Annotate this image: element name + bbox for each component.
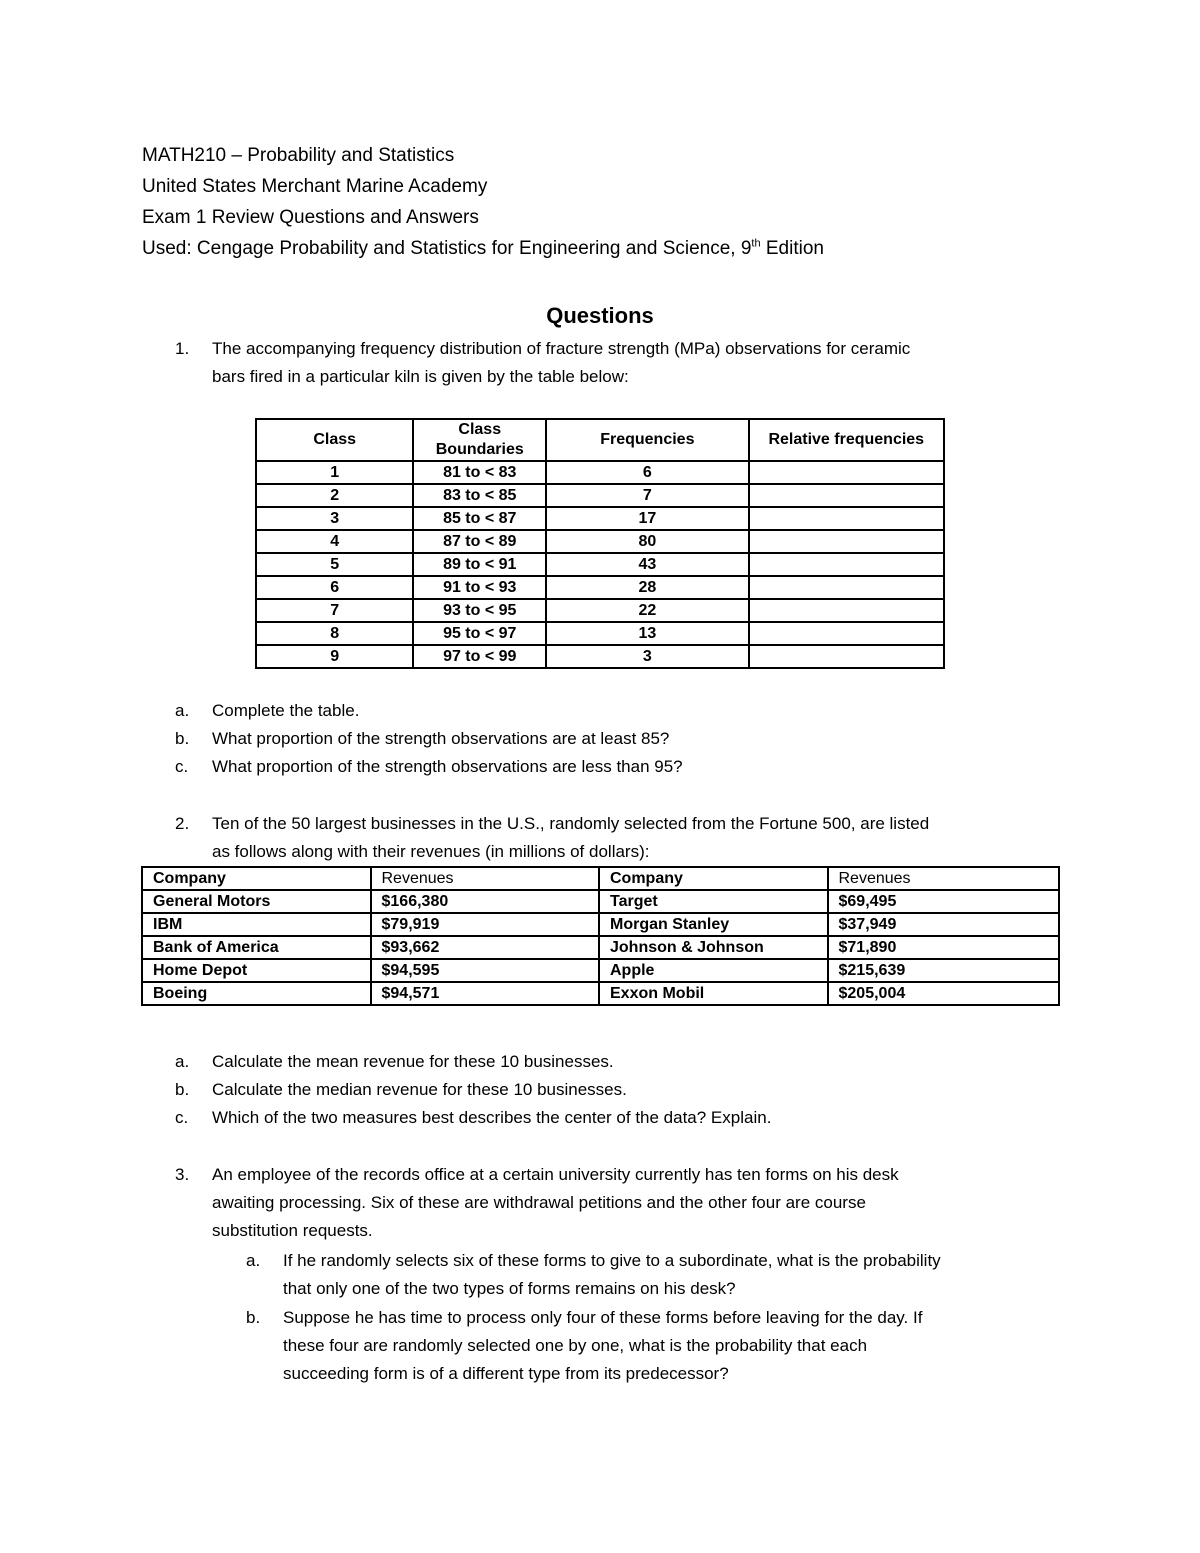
- boundary-cell: 89 to < 91: [413, 553, 546, 576]
- document-title: Exam 1 Review Questions and Answers: [142, 207, 479, 228]
- revenue-table-header: [142, 867, 1059, 890]
- question-1-line-2: bars fired in a particular kiln is given by the table below:: [212, 367, 629, 386]
- table-row: [256, 553, 944, 576]
- table-row: [142, 890, 1059, 913]
- header-cell: Class Boundaries: [413, 419, 546, 461]
- table-row: [142, 913, 1059, 936]
- company-cell: General Motors: [142, 890, 371, 913]
- question-3-line-1: An employee of the records office at a certain university currently has ten forms on his desk: [212, 1165, 899, 1184]
- header-cell: Frequencies: [546, 419, 748, 461]
- table-row: [142, 936, 1059, 959]
- boundary-cell: 85 to < 87: [413, 507, 546, 530]
- question-3-line-2: awaiting processing. Six of these are withdrawal petitions and the other four are course: [212, 1193, 866, 1212]
- course-title: MATH210 – Probability and Statistics: [142, 145, 455, 166]
- boundary-cell: 97 to < 99: [413, 645, 546, 668]
- q1-part-label: b.: [175, 729, 190, 748]
- class-cell: 2: [256, 484, 413, 507]
- class-cell: 5: [256, 553, 413, 576]
- school-name: United States Merchant Marine Academy: [142, 176, 488, 197]
- textbook-used-prefix: Used: Cengage Probability and Statistics for Engineering and Science, 9: [142, 238, 752, 259]
- boundary-cell: 93 to < 95: [413, 599, 546, 622]
- class-cell: 1: [256, 461, 413, 484]
- table-row: [256, 576, 944, 599]
- frequency-cell: 22: [546, 599, 748, 622]
- q2-part-label: b.: [175, 1080, 190, 1099]
- revenue-cell: $166,380: [371, 890, 600, 913]
- company-cell: IBM: [142, 913, 371, 936]
- q3-part-label: b.: [246, 1308, 261, 1327]
- table-row: [256, 507, 944, 530]
- q1-part-label: c.: [175, 757, 189, 776]
- table-row: [256, 484, 944, 507]
- company-cell: Home Depot: [142, 959, 371, 982]
- relative-frequency-cell: [749, 484, 944, 507]
- revenue-cell: $37,949: [828, 913, 1060, 936]
- class-cell: 3: [256, 507, 413, 530]
- question-2-number: 2.: [175, 814, 190, 833]
- boundary-cell: 83 to < 85: [413, 484, 546, 507]
- company-cell: Bank of America: [142, 936, 371, 959]
- textbook-used-suffix: Edition: [760, 238, 824, 259]
- frequency-cell: 7: [546, 484, 748, 507]
- question-1-number: 1.: [175, 339, 190, 358]
- class-cell: 4: [256, 530, 413, 553]
- class-cell: 9: [256, 645, 413, 668]
- q3-part-a-line-1: If he randomly selects six of these forms to give to a subordinate, what is the probability: [283, 1251, 941, 1270]
- boundary-cell: 95 to < 97: [413, 622, 546, 645]
- question-1-line-1: The accompanying frequency distribution of fracture strength (MPa) observations for ceramic: [212, 339, 911, 358]
- q3-part-a-line-2: that only one of the two types of forms remains on his desk?: [283, 1279, 736, 1298]
- class-cell: 7: [256, 599, 413, 622]
- relative-frequency-cell: [749, 645, 944, 668]
- frequency-cell: 43: [546, 553, 748, 576]
- relative-frequency-cell: [749, 599, 944, 622]
- boundary-cell: 91 to < 93: [413, 576, 546, 599]
- frequency-table: [255, 418, 945, 669]
- frequency-cell: 3: [546, 645, 748, 668]
- header-cell: Revenues: [828, 867, 1060, 890]
- question-2-line-1: Ten of the 50 largest businesses in the U.S., randomly selected from the Fortune 500, are listed: [212, 814, 930, 833]
- company-cell: Apple: [599, 959, 828, 982]
- relative-frequency-cell: [749, 553, 944, 576]
- frequency-table-header: [256, 419, 944, 461]
- revenue-cell: $205,004: [828, 982, 1060, 1005]
- frequency-cell: 17: [546, 507, 748, 530]
- q2-part-label: c.: [175, 1108, 189, 1127]
- revenue-cell: $215,639: [828, 959, 1060, 982]
- table-row: [256, 622, 944, 645]
- section-title: Questions: [546, 303, 654, 328]
- question-2-line-2: as follows along with their revenues (in millions of dollars):: [212, 842, 650, 861]
- company-cell: Morgan Stanley: [599, 913, 828, 936]
- revenue-cell: $69,495: [828, 890, 1060, 913]
- q3-part-b-line-2: these four are randomly selected one by one, what is the probability that each: [283, 1336, 868, 1355]
- header-cell: Revenues: [371, 867, 600, 890]
- q1-part-label: a.: [175, 701, 190, 720]
- relative-frequency-cell: [749, 507, 944, 530]
- frequency-cell: 80: [546, 530, 748, 553]
- q1-part-text: Complete the table.: [212, 701, 360, 720]
- company-cell: Boeing: [142, 982, 371, 1005]
- table-row: [256, 599, 944, 622]
- question-3-line-3: substitution requests.: [212, 1221, 373, 1240]
- class-cell: 8: [256, 622, 413, 645]
- revenue-cell: $79,919: [371, 913, 600, 936]
- revenue-cell: $71,890: [828, 936, 1060, 959]
- frequency-cell: 28: [546, 576, 748, 599]
- table-row: [256, 645, 944, 668]
- table-row: [256, 530, 944, 553]
- table-row: [256, 461, 944, 484]
- q2-part-text: Calculate the median revenue for these 10 businesses.: [212, 1080, 627, 1099]
- company-cell: Johnson & Johnson: [599, 936, 828, 959]
- edition-superscript: th: [751, 237, 761, 250]
- q1-part-text: What proportion of the strength observations are less than 95?: [212, 757, 683, 776]
- relative-frequency-cell: [749, 622, 944, 645]
- q3-part-label: a.: [246, 1251, 261, 1270]
- revenue-cell: $94,571: [371, 982, 600, 1005]
- q1-part-text: What proportion of the strength observations are at least 85?: [212, 729, 670, 748]
- q2-part-text: Which of the two measures best describes the center of the data? Explain.: [212, 1108, 772, 1127]
- relative-frequency-cell: [749, 530, 944, 553]
- revenue-cell: $93,662: [371, 936, 600, 959]
- header-cell: Company: [142, 867, 371, 890]
- boundary-cell: 87 to < 89: [413, 530, 546, 553]
- boundary-cell: 81 to < 83: [413, 461, 546, 484]
- class-cell: 6: [256, 576, 413, 599]
- header-cell: Company: [599, 867, 828, 890]
- frequency-cell: 6: [546, 461, 748, 484]
- revenue-cell: $94,595: [371, 959, 600, 982]
- q3-part-b-line-3: succeeding form is of a different type from its predecessor?: [283, 1364, 729, 1383]
- revenue-table: [141, 866, 1060, 1006]
- company-cell: Exxon Mobil: [599, 982, 828, 1005]
- company-cell: Target: [599, 890, 828, 913]
- question-3-number: 3.: [175, 1165, 190, 1184]
- header-cell: Relative frequencies: [749, 419, 944, 461]
- q2-part-label: a.: [175, 1052, 190, 1071]
- q2-part-text: Calculate the mean revenue for these 10 businesses.: [212, 1052, 614, 1071]
- table-row: [142, 959, 1059, 982]
- q3-part-b-line-1: Suppose he has time to process only four of these forms before leaving for the day. If: [283, 1308, 923, 1327]
- table-row: [142, 982, 1059, 1005]
- relative-frequency-cell: [749, 576, 944, 599]
- frequency-cell: 13: [546, 622, 748, 645]
- relative-frequency-cell: [749, 461, 944, 484]
- header-cell: Class: [256, 419, 413, 461]
- textbook-used: [142, 237, 824, 261]
